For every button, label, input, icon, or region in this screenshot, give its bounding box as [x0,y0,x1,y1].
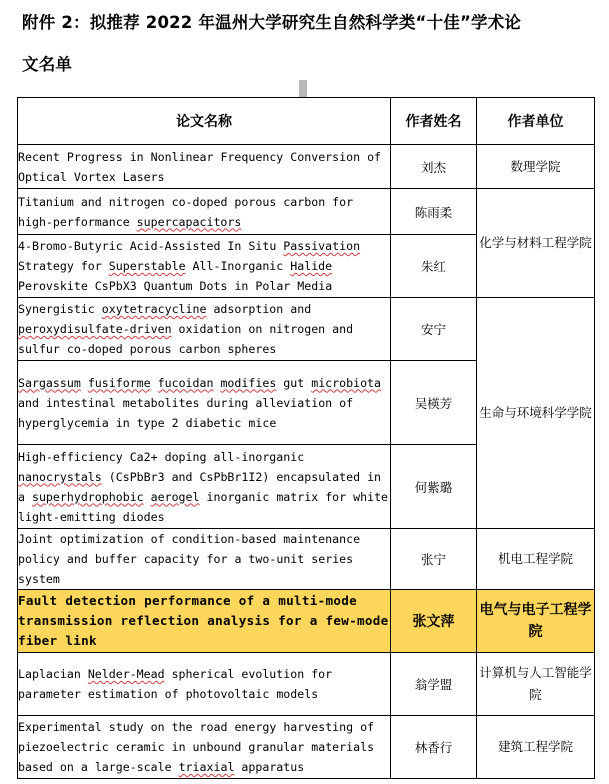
papers-table [17,97,595,779]
paper-title: 4-Bromo-Butyric Acid-Assisted In Situ Passivation Strategy for Superstable All-Inorganic Halide Perovskite CsPbX3 Quantum Dots in Polar Media [18,235,391,298]
heading-line-2: 文名单 [22,55,73,74]
table-row [18,189,595,235]
header-unit: 作者单位 [477,98,595,145]
document-heading [22,4,602,84]
paper-unit: 生命与环境科学学院 [477,298,595,529]
table-header-row [18,98,595,145]
paper-title: Experimental study on the road energy harvesting of piezoelectric ceramic in unbound granular materials based on a large-scale triaxial apparatus [18,716,391,779]
paper-unit: 建筑工程学院 [477,716,595,779]
paper-author: 安宁 [391,298,477,361]
paper-author: 林香行 [391,716,477,779]
table-row [18,653,595,716]
paper-unit: 化学与材料工程学院 [477,189,595,298]
paper-unit: 数理学院 [477,145,595,189]
heading-line-1: 附件 2：拟推荐 2022 年温州大学研究生自然科学类“十佳”学术论 [22,13,522,32]
paper-author: 朱红 [391,235,477,298]
paper-title: High-efficiency Ca2+ doping all-inorganic nanocrystals (CsPbBr3 and CsPbBr1I2) encapsulated in a superhydrophobic aerogel inorganic matrix for white light-emitting diodes [18,445,391,529]
header-author: 作者姓名 [391,98,477,145]
paper-author: 张文萍 [391,590,477,653]
paper-title: Titanium and nitrogen co-doped porous carbon for high-performance supercapacitors [18,189,391,235]
table-row [18,298,595,361]
table-row [18,529,595,590]
paper-unit: 计算机与人工智能学院 [477,653,595,716]
paper-title: Joint optimization of condition-based maintenance policy and buffer capacity for a two-unit series system [18,529,391,590]
paper-author: 陈雨柔 [391,189,477,235]
table-row [18,716,595,779]
table-row [18,145,595,189]
scroll-marker [299,80,307,98]
paper-author: 翁学盟 [391,653,477,716]
paper-title: Sargassum fusiforme fucoidan modifies gut microbiota and intestinal metabolites during alleviation of hyperglycemia in type 2 diabetic mice [18,361,391,445]
paper-unit: 电气与电子工程学院 [477,590,595,653]
paper-author: 张宁 [391,529,477,590]
paper-title: Laplacian Nelder-Mead spherical evolution for parameter estimation of photovoltaic models [18,653,391,716]
header-title: 论文名称 [18,98,391,145]
paper-unit: 机电工程学院 [477,529,595,590]
paper-title: Synergistic oxytetracycline adsorption and peroxydisulfate-driven oxidation on nitrogen and sulfur co-doped porous carbon spheres [18,298,391,361]
paper-author: 吴楧芳 [391,361,477,445]
paper-title: Fault detection performance of a multi-mode transmission reflection analysis for a few-mode fiber link [18,590,391,653]
highlighted-table-row [18,590,595,653]
paper-author: 刘杰 [391,145,477,189]
paper-author: 何紫璐 [391,445,477,529]
paper-title: Recent Progress in Nonlinear Frequency Conversion of Optical Vortex Lasers [18,145,391,189]
